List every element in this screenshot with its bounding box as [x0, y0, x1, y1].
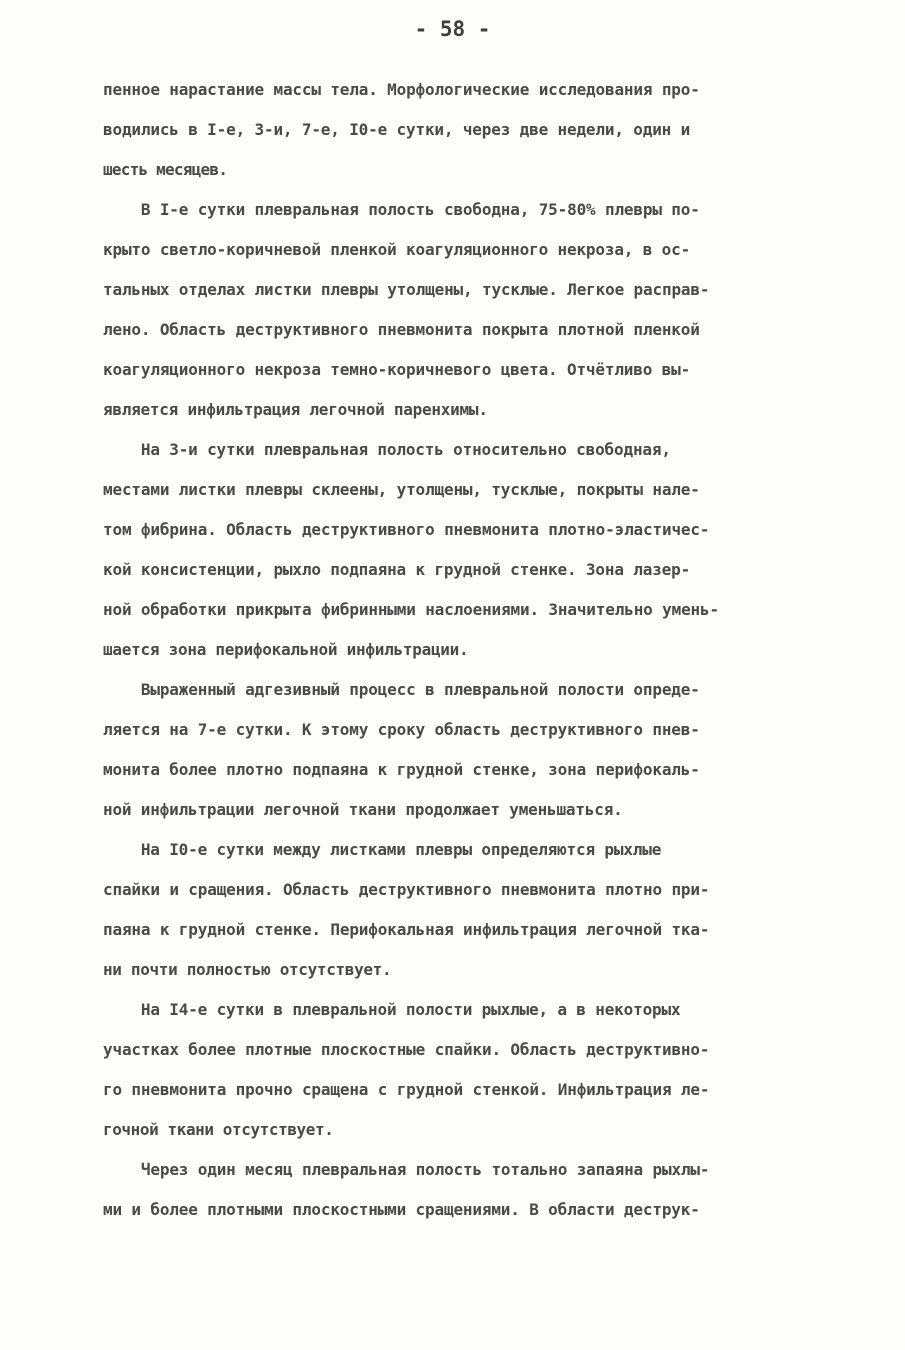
text-line: том фибрина. Область деструктивного пневмонита плотно-эластичес- [103, 520, 710, 539]
text-line: шесть месяцев. [103, 160, 228, 179]
text-line: крыто светло-коричневой пленкой коагуляционного некроза, в ос- [103, 240, 691, 259]
text-line: В I-е сутки плевральная полость свободна, 75-80% плевры по- [103, 200, 700, 219]
text-line: водились в I-е, 3-и, 7-е, I0-е сутки, через две недели, один и [103, 120, 691, 139]
text-line: шается зона перифокальной инфильтрации. [103, 640, 469, 659]
text-line: гочной ткани отсутствует. [103, 1120, 334, 1139]
text-line: Выраженный адгезивный процесс в плевральной полости опреде- [103, 680, 700, 699]
text-line: тальных отделах листки плевры утолщены, тусклые. Легкое расправ- [103, 280, 710, 299]
text-line: На 3-и сутки плевральная полость относительно свободная, [103, 440, 671, 459]
text-line: ной инфильтрации легочной ткани продолжает уменьшаться. [103, 800, 623, 819]
text-line: участках более плотные плоскостные спайки. Область деструктивно- [103, 1040, 710, 1059]
text-line: является инфильтрация легочной паренхимы. [103, 400, 488, 419]
text-line: паяна к грудной стенке. Перифокальная инфильтрация легочной тка- [103, 920, 710, 939]
text-line: ляется на 7-е сутки. К этому сроку область деструктивного пнев- [103, 720, 700, 739]
text-line: лено. Область деструктивного пневмонита покрыта плотной пленкой [103, 320, 700, 339]
text-line: пенное нарастание массы тела. Морфологические исследования про- [103, 80, 700, 99]
text-line: кой консистенции, рыхло подпаяна к грудной стенке. Зона лазер- [103, 560, 691, 579]
text-line: ми и более плотными плоскостными сращениями. В области деструк- [103, 1200, 700, 1219]
body-text [103, 70, 843, 1230]
text-line: ни почти полностью отсутствует. [103, 960, 392, 979]
text-line: Через один месяц плевральная полость тотально запаяна рыхлы- [103, 1160, 710, 1179]
text-line: монита более плотно подпаяна к грудной стенке, зона перифокаль- [103, 760, 700, 779]
text-line: На I0-е сутки между листками плевры определяются рыхлые [103, 840, 662, 859]
text-line: спайки и сращения. Область деструктивного пневмонита плотно при- [103, 880, 710, 899]
text-line: ной обработки прикрыта фибринными наслоениями. Значительно умень- [103, 600, 719, 619]
text-line: местами листки плевры склеены, утолщены, тусклые, покрыты нале- [103, 480, 700, 499]
text-line: го пневмонита прочно сращена с грудной стенкой. Инфильтрация ле- [103, 1080, 710, 1099]
text-line: коагуляционного некроза темно-коричневого цвета. Отчётливо вы- [103, 360, 691, 379]
page-number: - 58 - [414, 17, 491, 41]
text-line: На I4-е сутки в плевральной полости рыхлые, а в некоторых [103, 1000, 681, 1019]
